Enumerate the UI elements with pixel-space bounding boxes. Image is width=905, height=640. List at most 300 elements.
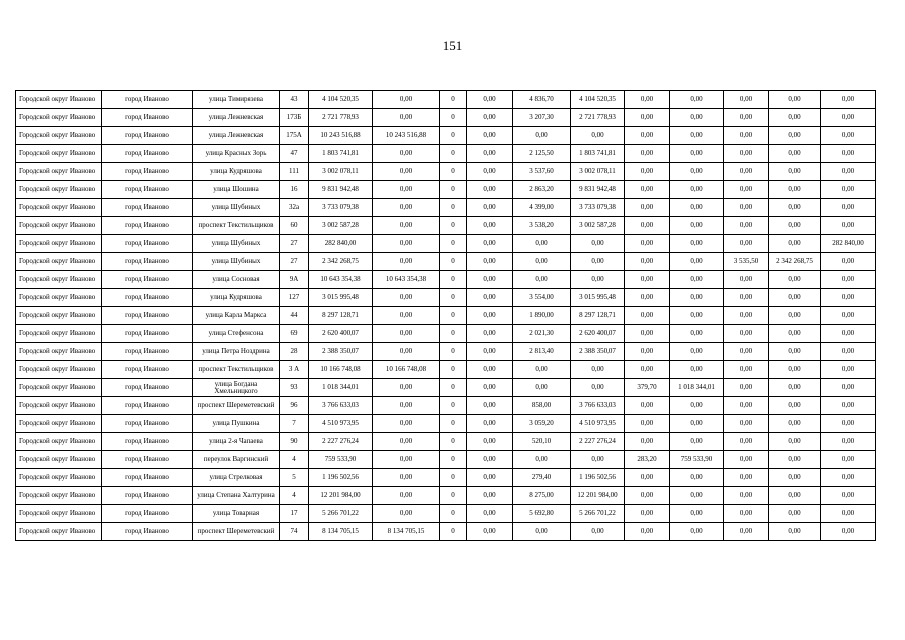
cost-2-cell: 0,00: [670, 271, 724, 289]
cost-b-cell: 0,00: [467, 199, 513, 217]
area-1-cell: 858,00: [513, 397, 571, 415]
municipality-cell: Городской округ Иваново: [16, 523, 102, 541]
cost-1-cell: 3 002 078,11: [571, 163, 625, 181]
municipality-cell: Городской округ Иваново: [16, 145, 102, 163]
area-2-cell: 0,00: [625, 163, 670, 181]
area-3-cell: 0,00: [724, 325, 769, 343]
table-row: [16, 271, 876, 289]
cost-b-cell: 0,00: [467, 163, 513, 181]
area-3-cell: 0,00: [724, 91, 769, 109]
cost-2-cell: 0,00: [670, 505, 724, 523]
area-3-cell: 0,00: [724, 523, 769, 541]
settlement-cell: город Иваново: [102, 505, 193, 523]
cost-1-cell: 4 510 973,95: [571, 415, 625, 433]
area-3-cell: 0,00: [724, 343, 769, 361]
cost-3-cell: 0,00: [769, 127, 821, 145]
cost-2-cell: 1 018 344,01: [670, 379, 724, 397]
municipality-cell: Городской округ Иваново: [16, 127, 102, 145]
cost-3-cell: 0,00: [769, 343, 821, 361]
cost-1-cell: 0,00: [571, 379, 625, 397]
table-body: [16, 91, 876, 541]
other-cost-cell: 0,00: [821, 145, 876, 163]
house-number-cell: 28: [280, 343, 309, 361]
cost-b-cell: 0,00: [467, 469, 513, 487]
cost-2-cell: 0,00: [670, 109, 724, 127]
area-3-cell: 0,00: [724, 181, 769, 199]
cost-a-cell: 0,00: [373, 415, 440, 433]
municipality-cell: Городской округ Иваново: [16, 307, 102, 325]
cost-b-cell: 0,00: [467, 379, 513, 397]
cost-2-cell: 0,00: [670, 487, 724, 505]
cost-b-cell: 0,00: [467, 217, 513, 235]
cost-1-cell: 12 201 984,00: [571, 487, 625, 505]
total-cost-cell: 3 766 633,03: [309, 397, 373, 415]
area-1-cell: 0,00: [513, 253, 571, 271]
total-cost-cell: 2 388 350,07: [309, 343, 373, 361]
cost-1-cell: 0,00: [571, 523, 625, 541]
house-number-cell: 32а: [280, 199, 309, 217]
count-cell: 0: [440, 469, 467, 487]
cost-1-cell: 3 015 995,48: [571, 289, 625, 307]
cost-a-cell: 0,00: [373, 307, 440, 325]
area-1-cell: 8 275,00: [513, 487, 571, 505]
cost-3-cell: 0,00: [769, 325, 821, 343]
settlement-cell: город Иваново: [102, 199, 193, 217]
table-row: [16, 127, 876, 145]
area-1-cell: 3 537,60: [513, 163, 571, 181]
cost-2-cell: 0,00: [670, 235, 724, 253]
cost-2-cell: 0,00: [670, 307, 724, 325]
table-row: [16, 487, 876, 505]
house-number-cell: 16: [280, 181, 309, 199]
other-cost-cell: 0,00: [821, 91, 876, 109]
cost-2-cell: 0,00: [670, 217, 724, 235]
area-1-cell: 0,00: [513, 451, 571, 469]
area-3-cell: 0,00: [724, 109, 769, 127]
cost-a-cell: 0,00: [373, 181, 440, 199]
area-2-cell: 0,00: [625, 469, 670, 487]
area-3-cell: 0,00: [724, 397, 769, 415]
table-row: [16, 469, 876, 487]
cost-3-cell: 0,00: [769, 307, 821, 325]
street-cell: проспект Шереметевский: [193, 523, 280, 541]
cost-1-cell: 2 227 276,24: [571, 433, 625, 451]
cost-2-cell: 0,00: [670, 433, 724, 451]
other-cost-cell: 0,00: [821, 163, 876, 181]
table-row: [16, 343, 876, 361]
count-cell: 0: [440, 163, 467, 181]
cost-3-cell: 0,00: [769, 91, 821, 109]
house-number-cell: 93: [280, 379, 309, 397]
total-cost-cell: 2 721 778,93: [309, 109, 373, 127]
cost-b-cell: 0,00: [467, 523, 513, 541]
area-1-cell: 279,40: [513, 469, 571, 487]
house-number-cell: 127: [280, 289, 309, 307]
cost-1-cell: 4 104 520,35: [571, 91, 625, 109]
area-1-cell: 0,00: [513, 361, 571, 379]
area-3-cell: 0,00: [724, 307, 769, 325]
cost-a-cell: 0,00: [373, 253, 440, 271]
cost-b-cell: 0,00: [467, 271, 513, 289]
count-cell: 0: [440, 235, 467, 253]
cost-b-cell: 0,00: [467, 145, 513, 163]
cost-b-cell: 0,00: [467, 127, 513, 145]
area-2-cell: 0,00: [625, 307, 670, 325]
other-cost-cell: 0,00: [821, 253, 876, 271]
cost-1-cell: 0,00: [571, 271, 625, 289]
table-row: [16, 181, 876, 199]
house-number-cell: 44: [280, 307, 309, 325]
cost-1-cell: 2 620 400,07: [571, 325, 625, 343]
area-2-cell: 0,00: [625, 523, 670, 541]
cost-1-cell: 9 831 942,48: [571, 181, 625, 199]
count-cell: 0: [440, 451, 467, 469]
settlement-cell: город Иваново: [102, 487, 193, 505]
area-2-cell: 0,00: [625, 253, 670, 271]
cost-3-cell: 0,00: [769, 433, 821, 451]
total-cost-cell: 1 018 344,01: [309, 379, 373, 397]
street-cell: улица Лежневская: [193, 109, 280, 127]
house-number-cell: 9А: [280, 271, 309, 289]
total-cost-cell: 1 196 502,56: [309, 469, 373, 487]
street-cell: улица Стрелковая: [193, 469, 280, 487]
cost-2-cell: 0,00: [670, 181, 724, 199]
house-number-cell: 7: [280, 415, 309, 433]
settlement-cell: город Иваново: [102, 271, 193, 289]
cost-3-cell: 0,00: [769, 451, 821, 469]
area-2-cell: 0,00: [625, 343, 670, 361]
settlement-cell: город Иваново: [102, 343, 193, 361]
table-row: [16, 109, 876, 127]
total-cost-cell: 3 002 078,11: [309, 163, 373, 181]
cost-b-cell: 0,00: [467, 91, 513, 109]
cost-2-cell: 0,00: [670, 253, 724, 271]
count-cell: 0: [440, 181, 467, 199]
area-1-cell: 3 059,20: [513, 415, 571, 433]
area-2-cell: 0,00: [625, 127, 670, 145]
cost-2-cell: 0,00: [670, 127, 724, 145]
municipality-cell: Городской округ Иваново: [16, 253, 102, 271]
area-3-cell: 0,00: [724, 289, 769, 307]
cost-1-cell: 0,00: [571, 235, 625, 253]
cost-a-cell: 0,00: [373, 145, 440, 163]
house-number-cell: 60: [280, 217, 309, 235]
municipality-cell: Городской округ Иваново: [16, 217, 102, 235]
municipality-cell: Городской округ Иваново: [16, 91, 102, 109]
total-cost-cell: 2 227 276,24: [309, 433, 373, 451]
cost-1-cell: 2 388 350,07: [571, 343, 625, 361]
area-3-cell: 3 535,50: [724, 253, 769, 271]
settlement-cell: город Иваново: [102, 181, 193, 199]
table-row: [16, 235, 876, 253]
other-cost-cell: 0,00: [821, 379, 876, 397]
street-cell: проспект Текстильщиков: [193, 217, 280, 235]
street-cell: улица Шубиных: [193, 253, 280, 271]
settlement-cell: город Иваново: [102, 145, 193, 163]
area-2-cell: 0,00: [625, 199, 670, 217]
total-cost-cell: 4 510 973,95: [309, 415, 373, 433]
cost-b-cell: 0,00: [467, 415, 513, 433]
cost-a-cell: 0,00: [373, 325, 440, 343]
municipality-cell: Городской округ Иваново: [16, 469, 102, 487]
cost-a-cell: 0,00: [373, 199, 440, 217]
cost-b-cell: 0,00: [467, 307, 513, 325]
area-1-cell: 1 890,00: [513, 307, 571, 325]
cost-a-cell: 0,00: [373, 397, 440, 415]
street-cell: улица Стефенсона: [193, 325, 280, 343]
cost-b-cell: 0,00: [467, 397, 513, 415]
page-number: 151: [442, 38, 463, 53]
municipality-cell: Городской округ Иваново: [16, 181, 102, 199]
cost-3-cell: 0,00: [769, 289, 821, 307]
municipality-cell: Городской округ Иваново: [16, 109, 102, 127]
other-cost-cell: 0,00: [821, 433, 876, 451]
cost-3-cell: 0,00: [769, 361, 821, 379]
settlement-cell: город Иваново: [102, 289, 193, 307]
other-cost-cell: 0,00: [821, 325, 876, 343]
area-2-cell: 0,00: [625, 271, 670, 289]
area-1-cell: 0,00: [513, 271, 571, 289]
cost-3-cell: 0,00: [769, 487, 821, 505]
total-cost-cell: 8 134 705,15: [309, 523, 373, 541]
cost-1-cell: 5 266 701,22: [571, 505, 625, 523]
table-row: [16, 379, 876, 397]
house-number-cell: 5: [280, 469, 309, 487]
cost-1-cell: 0,00: [571, 361, 625, 379]
other-cost-cell: 0,00: [821, 415, 876, 433]
house-number-cell: 47: [280, 145, 309, 163]
house-number-cell: 27: [280, 253, 309, 271]
table-row: [16, 451, 876, 469]
house-number-cell: 175А: [280, 127, 309, 145]
table-row: [16, 397, 876, 415]
table-row: [16, 361, 876, 379]
cost-3-cell: 0,00: [769, 235, 821, 253]
area-2-cell: 0,00: [625, 325, 670, 343]
count-cell: 0: [440, 127, 467, 145]
settlement-cell: город Иваново: [102, 127, 193, 145]
cost-b-cell: 0,00: [467, 433, 513, 451]
area-2-cell: 0,00: [625, 505, 670, 523]
cost-a-cell: 0,00: [373, 91, 440, 109]
house-number-cell: 17: [280, 505, 309, 523]
cost-1-cell: 8 297 128,71: [571, 307, 625, 325]
street-cell: улица Красных Зорь: [193, 145, 280, 163]
other-cost-cell: 282 840,00: [821, 235, 876, 253]
count-cell: 0: [440, 109, 467, 127]
area-3-cell: 0,00: [724, 433, 769, 451]
cost-a-cell: 0,00: [373, 217, 440, 235]
cost-1-cell: 0,00: [571, 127, 625, 145]
count-cell: 0: [440, 487, 467, 505]
other-cost-cell: 0,00: [821, 127, 876, 145]
area-1-cell: 0,00: [513, 379, 571, 397]
count-cell: 0: [440, 325, 467, 343]
cost-a-cell: 0,00: [373, 235, 440, 253]
cost-b-cell: 0,00: [467, 253, 513, 271]
other-cost-cell: 0,00: [821, 271, 876, 289]
other-cost-cell: 0,00: [821, 397, 876, 415]
settlement-cell: город Иваново: [102, 433, 193, 451]
table-row: [16, 163, 876, 181]
table-row: [16, 199, 876, 217]
area-1-cell: 2 021,30: [513, 325, 571, 343]
cost-a-cell: 0,00: [373, 343, 440, 361]
house-number-cell: 90: [280, 433, 309, 451]
cost-3-cell: 0,00: [769, 379, 821, 397]
cost-b-cell: 0,00: [467, 181, 513, 199]
municipality-cell: Городской округ Иваново: [16, 235, 102, 253]
municipality-cell: Городской округ Иваново: [16, 271, 102, 289]
area-1-cell: 3 538,20: [513, 217, 571, 235]
cost-2-cell: 0,00: [670, 199, 724, 217]
total-cost-cell: 10 243 516,88: [309, 127, 373, 145]
cost-1-cell: 3 002 587,28: [571, 217, 625, 235]
area-1-cell: 0,00: [513, 235, 571, 253]
municipality-cell: Городской округ Иваново: [16, 343, 102, 361]
cost-a-cell: 0,00: [373, 379, 440, 397]
table-row: [16, 433, 876, 451]
area-2-cell: 0,00: [625, 397, 670, 415]
cost-b-cell: 0,00: [467, 235, 513, 253]
area-2-cell: 379,70: [625, 379, 670, 397]
cost-2-cell: 0,00: [670, 523, 724, 541]
cost-2-cell: 0,00: [670, 91, 724, 109]
area-3-cell: 0,00: [724, 487, 769, 505]
street-cell: улица Кудряшова: [193, 163, 280, 181]
settlement-cell: город Иваново: [102, 451, 193, 469]
area-2-cell: 0,00: [625, 235, 670, 253]
cost-3-cell: 0,00: [769, 397, 821, 415]
street-cell: улица Пушкина: [193, 415, 280, 433]
total-cost-cell: 3 733 079,38: [309, 199, 373, 217]
street-cell: улица Тимирязева: [193, 91, 280, 109]
area-1-cell: 5 692,80: [513, 505, 571, 523]
house-number-cell: 4: [280, 451, 309, 469]
cost-3-cell: 0,00: [769, 199, 821, 217]
cost-3-cell: 0,00: [769, 505, 821, 523]
cost-a-cell: 0,00: [373, 451, 440, 469]
other-cost-cell: 0,00: [821, 469, 876, 487]
cost-b-cell: 0,00: [467, 505, 513, 523]
total-cost-cell: 759 533,90: [309, 451, 373, 469]
cost-b-cell: 0,00: [467, 487, 513, 505]
cost-b-cell: 0,00: [467, 325, 513, 343]
municipality-cell: Городской округ Иваново: [16, 505, 102, 523]
area-1-cell: 4 836,70: [513, 91, 571, 109]
cost-b-cell: 0,00: [467, 451, 513, 469]
other-cost-cell: 0,00: [821, 487, 876, 505]
area-2-cell: 283,20: [625, 451, 670, 469]
cost-a-cell: 0,00: [373, 289, 440, 307]
cost-2-cell: 759 533,90: [670, 451, 724, 469]
count-cell: 0: [440, 253, 467, 271]
municipality-cell: Городской округ Иваново: [16, 325, 102, 343]
street-cell: проспект Текстильщиков: [193, 361, 280, 379]
total-cost-cell: 9 831 942,48: [309, 181, 373, 199]
cost-a-cell: 8 134 705,15: [373, 523, 440, 541]
cost-2-cell: 0,00: [670, 361, 724, 379]
cost-a-cell: 10 243 516,88: [373, 127, 440, 145]
cost-3-cell: 0,00: [769, 523, 821, 541]
municipality-cell: Городской округ Иваново: [16, 451, 102, 469]
table-row: [16, 307, 876, 325]
other-cost-cell: 0,00: [821, 505, 876, 523]
house-number-cell: 173Б: [280, 109, 309, 127]
area-1-cell: 3 554,00: [513, 289, 571, 307]
area-2-cell: 0,00: [625, 145, 670, 163]
cost-3-cell: 0,00: [769, 469, 821, 487]
cost-3-cell: 0,00: [769, 415, 821, 433]
other-cost-cell: 0,00: [821, 451, 876, 469]
table-row: [16, 289, 876, 307]
count-cell: 0: [440, 145, 467, 163]
other-cost-cell: 0,00: [821, 181, 876, 199]
municipality-cell: Городской округ Иваново: [16, 163, 102, 181]
street-cell: улица Карла Маркса: [193, 307, 280, 325]
cost-3-cell: 0,00: [769, 145, 821, 163]
municipality-cell: Городской округ Иваново: [16, 199, 102, 217]
house-number-cell: 43: [280, 91, 309, 109]
other-cost-cell: 0,00: [821, 109, 876, 127]
area-1-cell: 520,10: [513, 433, 571, 451]
area-3-cell: 0,00: [724, 163, 769, 181]
area-1-cell: 3 207,30: [513, 109, 571, 127]
street-cell: улица Кудряшова: [193, 289, 280, 307]
area-3-cell: 0,00: [724, 199, 769, 217]
total-cost-cell: 3 015 995,48: [309, 289, 373, 307]
area-3-cell: 0,00: [724, 127, 769, 145]
cost-3-cell: 0,00: [769, 109, 821, 127]
cost-1-cell: 3 766 633,03: [571, 397, 625, 415]
street-cell: проспект Шереметевский: [193, 397, 280, 415]
settlement-cell: город Иваново: [102, 397, 193, 415]
cost-1-cell: 1 803 741,81: [571, 145, 625, 163]
count-cell: 0: [440, 379, 467, 397]
total-cost-cell: 282 840,00: [309, 235, 373, 253]
cost-2-cell: 0,00: [670, 415, 724, 433]
area-3-cell: 0,00: [724, 217, 769, 235]
area-3-cell: 0,00: [724, 469, 769, 487]
street-cell: улица Богдана Хмельницкого: [193, 379, 280, 397]
area-2-cell: 0,00: [625, 181, 670, 199]
house-number-cell: 96: [280, 397, 309, 415]
total-cost-cell: 4 104 520,35: [309, 91, 373, 109]
area-2-cell: 0,00: [625, 487, 670, 505]
area-1-cell: 2 863,20: [513, 181, 571, 199]
count-cell: 0: [440, 361, 467, 379]
cost-3-cell: 0,00: [769, 217, 821, 235]
count-cell: 0: [440, 523, 467, 541]
table-row: [16, 253, 876, 271]
cost-a-cell: 0,00: [373, 163, 440, 181]
street-cell: улица Степана Халтурина: [193, 487, 280, 505]
cost-1-cell: 0,00: [571, 253, 625, 271]
settlement-cell: город Иваново: [102, 325, 193, 343]
cost-2-cell: 0,00: [670, 397, 724, 415]
table-row: [16, 91, 876, 109]
cost-1-cell: 2 721 778,93: [571, 109, 625, 127]
other-cost-cell: 0,00: [821, 361, 876, 379]
street-cell: улица Товарная: [193, 505, 280, 523]
area-3-cell: 0,00: [724, 361, 769, 379]
total-cost-cell: 5 266 701,22: [309, 505, 373, 523]
area-1-cell: 2 125,50: [513, 145, 571, 163]
cost-b-cell: 0,00: [467, 109, 513, 127]
cost-a-cell: 0,00: [373, 487, 440, 505]
cost-a-cell: 10 643 354,38: [373, 271, 440, 289]
cost-b-cell: 0,00: [467, 343, 513, 361]
